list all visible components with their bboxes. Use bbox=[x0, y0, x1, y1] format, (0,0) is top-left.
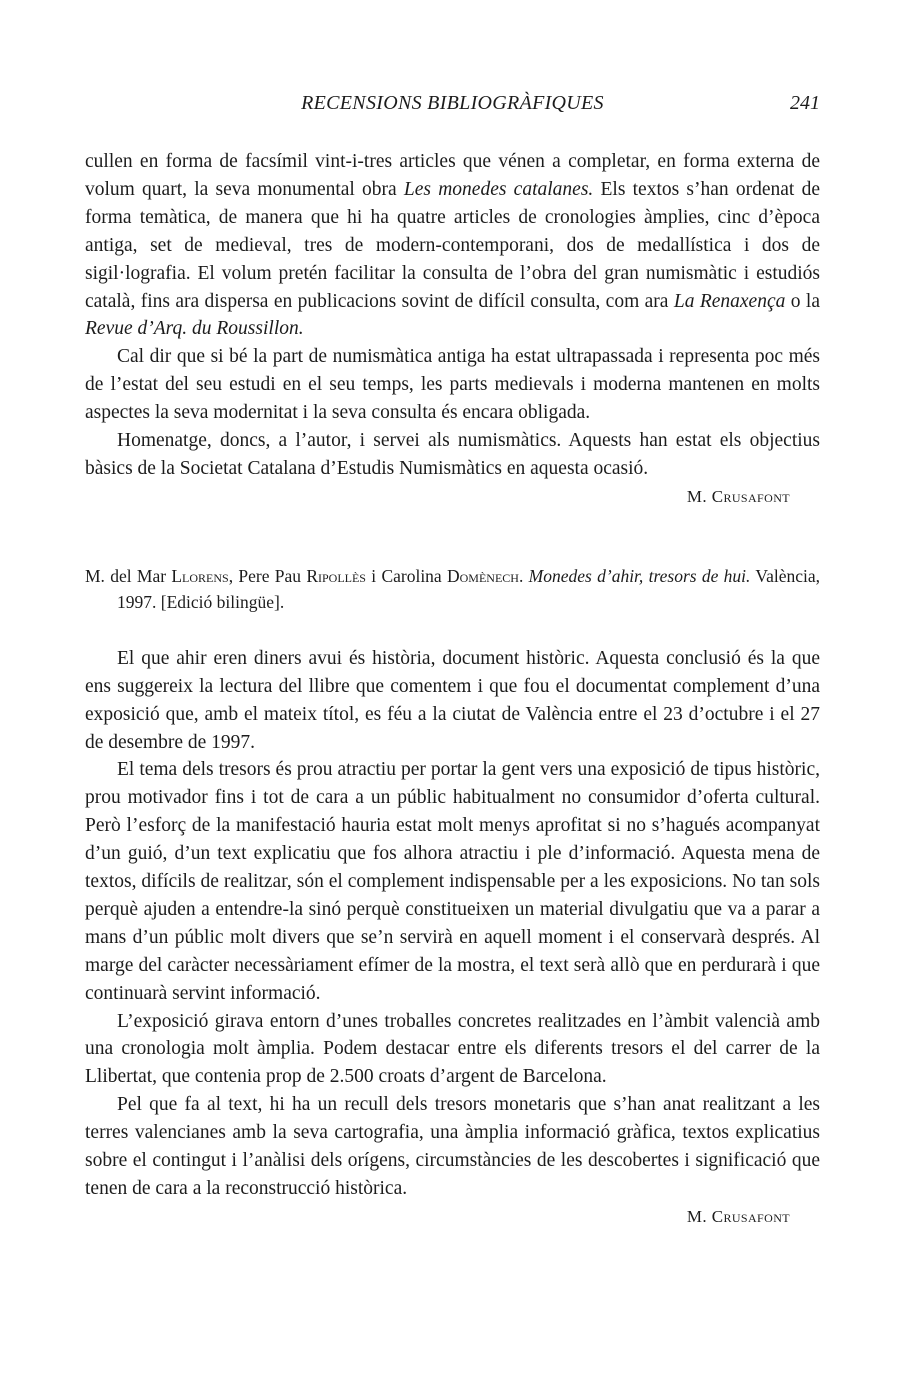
journal-title: La Renaxença bbox=[673, 290, 786, 312]
text-run: , Pere Pau bbox=[228, 565, 307, 586]
review2-paragraph-4: Pel que fa al text, hi ha un recull dels tresors monetaris que s’han anat realitzant a les terres valencianes amb la seva cartografia, una àmplia informació gràfica, textos explicatius sobre el contingut i l’anàlisi dels orígens, circumstàncies de les descobertes i significació que tenen de cara a la reconstrucció històrica. bbox=[85, 1094, 820, 1199]
text-run: o la bbox=[785, 290, 820, 312]
author-surname: Llorens bbox=[171, 565, 229, 586]
review1-paragraph-1 bbox=[85, 148, 820, 343]
text-run: M. del Mar bbox=[85, 565, 172, 586]
review1-signature bbox=[85, 483, 820, 511]
signature-initial: M. bbox=[686, 1206, 712, 1226]
page-number: 241 bbox=[790, 92, 820, 114]
journal-title: Revue d’Arq. du Roussillon. bbox=[85, 318, 304, 340]
text-run: València, 1997. [Edició bilingüe]. bbox=[117, 565, 820, 612]
signature-surname: Crusafont bbox=[711, 1206, 790, 1226]
book-title: Les monedes catalanes. bbox=[403, 178, 594, 200]
text-run: cullen en forma de facsímil vint-i-tres articles que vénen a completar, en forma externa de volum quart, la seva monumental obra bbox=[85, 151, 820, 200]
author-surname: Domènech bbox=[447, 565, 519, 586]
text-run: i Carolina bbox=[366, 565, 447, 586]
signature-surname: Crusafont bbox=[711, 486, 790, 506]
review2-signature bbox=[85, 1203, 820, 1231]
page-header bbox=[85, 92, 820, 122]
signature-initial: M. bbox=[686, 486, 712, 506]
bibliographic-reference bbox=[85, 563, 820, 615]
text-run: Els textos s’han ordenat de forma temàtica, de manera que hi ha quatre articles de cronologies àmplies, cinc d’època antiga, set de medieval, tres de modern-contemporani, dos de medallística i dos de sigil·lografia. El volum pretén facilitar la consulta de l’obra del gran numismàtic i estudiós català, fins ara dispersa en publicacions sovint de difícil consulta, com ara bbox=[85, 178, 820, 312]
review1-paragraph-2: Cal dir que si bé la part de numismàtica antiga ha estat ultrapassada i representa poc més de l’estat del seu estudi en el seu temps, les parts medievals i moderna mantenen en molts aspectes la seva modernitat i la seva consulta és encara obligada. bbox=[85, 346, 820, 424]
book-title: Monedes d’ahir, tresors de hui. bbox=[528, 565, 751, 586]
running-title: RECENSIONS BIBLIOGRÀFIQUES bbox=[301, 92, 604, 114]
review1-paragraph-3: Homenatge, doncs, a l’autor, i servei als numismàtics. Aquests han estat els objectius bàsics de la Societat Catalana d’Estudis Numismàtics en aquesta ocasió. bbox=[85, 430, 820, 479]
review2-paragraph-2: El tema dels tresors és prou atractiu per portar la gent vers una exposició de tipus històric, prou motivador fins i tot de cara a un públic habitualment no consumidor d’oferta cultural. Però l’esforç de la manifestació hauria estat molt menys aprofitat si no s’hagués acompanyat d’un guió, d’un text explicatiu que fos alhora atractiu i ple d’informació. Aquesta mena de textos, difícils de realitzar, són el complement indispensable per a les exposicions. No tan sols perquè ajuden a entendre-la sinó perquè constitueixen un material divulgatiu que va a parar a mans d’un públic molt divers que se’n servirà en aquell moment i el conservarà després. Al marge del caràcter necessàriament efímer de la mostra, el text serà allò que en perdurarà i que continuarà servint informació. bbox=[85, 759, 820, 1004]
body-text bbox=[85, 148, 820, 1231]
review2-paragraph-3: L’exposició girava entorn d’unes troballes concretes realitzades en l’àmbit valencià amb una cronologia molt àmplia. Podem destacar entre els diferents tresors el del carrer de la Llibertat, que contenia prop de 2.500 croats d’argent de Barcelona. bbox=[85, 1010, 820, 1088]
author-surname: Ripollès bbox=[306, 565, 366, 586]
review2-paragraph-1: El que ahir eren diners avui és història, document històric. Aquesta conclusió és la que ens suggereix la lectura del llibre que comentem i que fou el documentat complement d’una exposició que, amb el mateix títol, es féu a la ciutat de València entre el 23 d’octubre i el 27 de desembre de 1997. bbox=[85, 647, 820, 753]
text-run: . bbox=[518, 565, 529, 586]
